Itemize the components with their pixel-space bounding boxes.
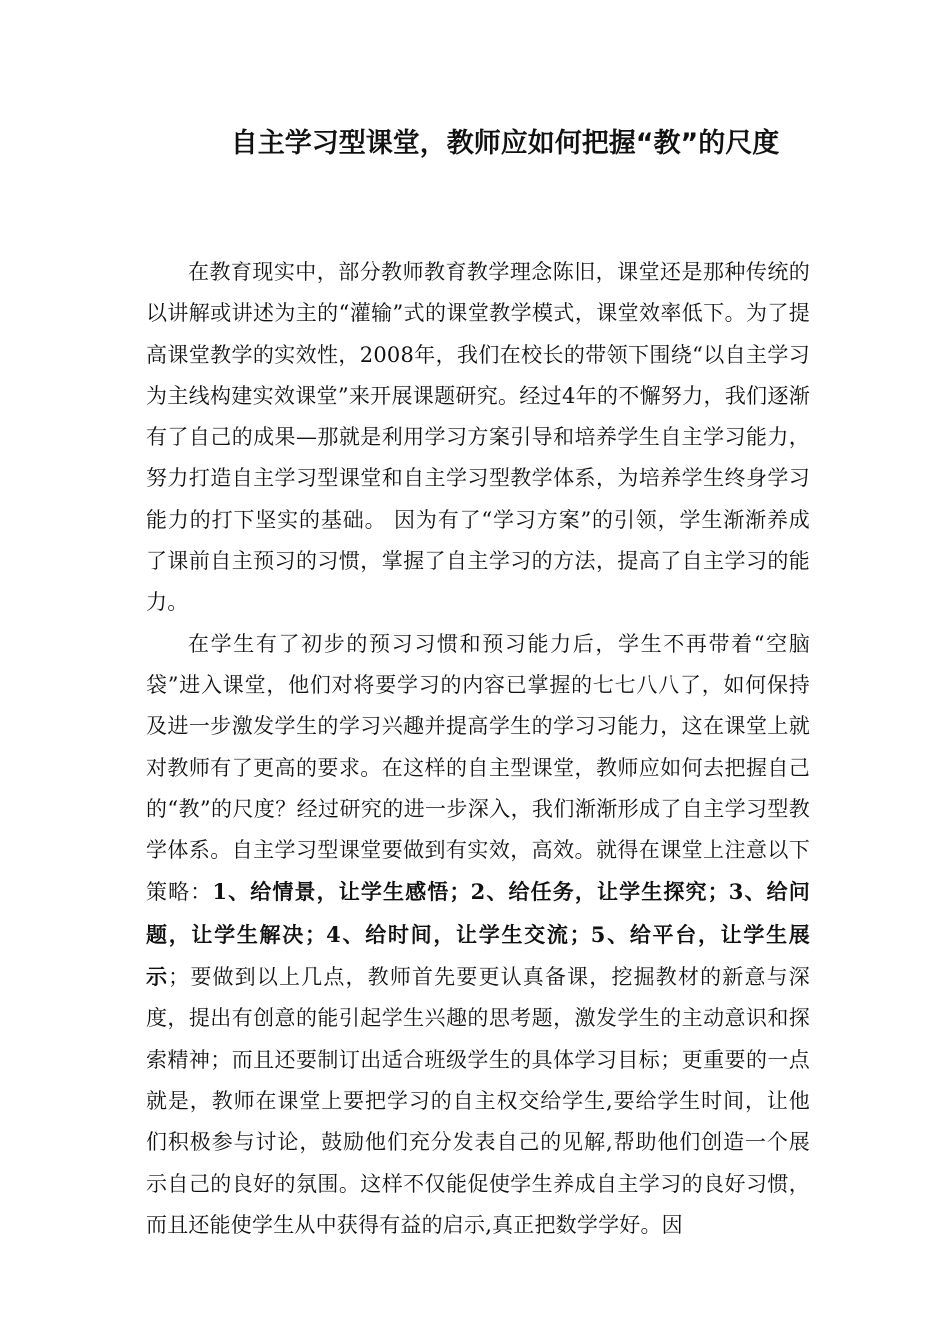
paragraph-2-rest: ；要做到以上几点，教师首先要更认真备课，挖掘教材的新意与深度，提出有创意的能引起学生兴趣的思考题，激发学生的主动意识和探索精神；而且还要制订出适合班级学生的具体学习目标；更重要的一点就是，教师在课堂上要把学习的自主权交给学生,要给学生时间，让他们积极参与讨论，鼓励他们充分发表自己的见解,帮助他们创造一个展示自己的良好的氛围。这样不仅能促使学生养成自主学习的良好习惯，而且还能使学生从中获得有益的启示,真正把数学学好。因 [146, 965, 810, 1237]
document-body [146, 252, 810, 1246]
strategies-list: 1、给情景，让学生感悟；2、给任务，让学生探究；3、给问题，让学生解决；4、给时间，让学生交流；5、给平台，让学生展示 [146, 879, 810, 990]
paragraph-2 [146, 624, 810, 1246]
paragraph-1: 在教育现实中，部分教师教育教学理念陈旧，课堂还是那种传统的以讲解或讲述为主的“灌输”式的课堂教学模式，课堂效率低下。为了提高课堂教学的实效性，2008年，我们在校长的带领下围绕“以自主学习为主线构建实效课堂”来开展课题研究。经过4年的不懈努力，我们逐渐有了自己的成果—那就是利用学习方案引导和培养学生自主学习能力，努力打造自主学习型课堂和自主学习型教学体系，为培养学生终身学习能力的打下坚实的基础。 因为有了“学习方案”的引领，学生渐渐养成了课前自主预习的习惯，掌握了自主学习的方法，提高了自主学习的能力。 [146, 260, 810, 615]
document-title: 自主学习型课堂，教师应如何把握“教”的尺度 [230, 128, 780, 159]
paragraph-2-intro: 在学生有了初步的预习习惯和预习能力后，学生不再带着“空脑袋”进入课堂，他们对将要学习的内容已掌握的七七八八了，如何保持及进一步激发学生的学习兴趣并提高学生的学习习能力，这在课堂上就对教师有了更高的要求。在这样的自主型课堂，教师应如何去把握自己的“教”的尺度？经过研究的进一步深入，我们渐渐形成了自主学习型教学体系。自主学习型课堂要做到有实效，高效。就得在课堂上注意以下策略： [146, 631, 810, 905]
